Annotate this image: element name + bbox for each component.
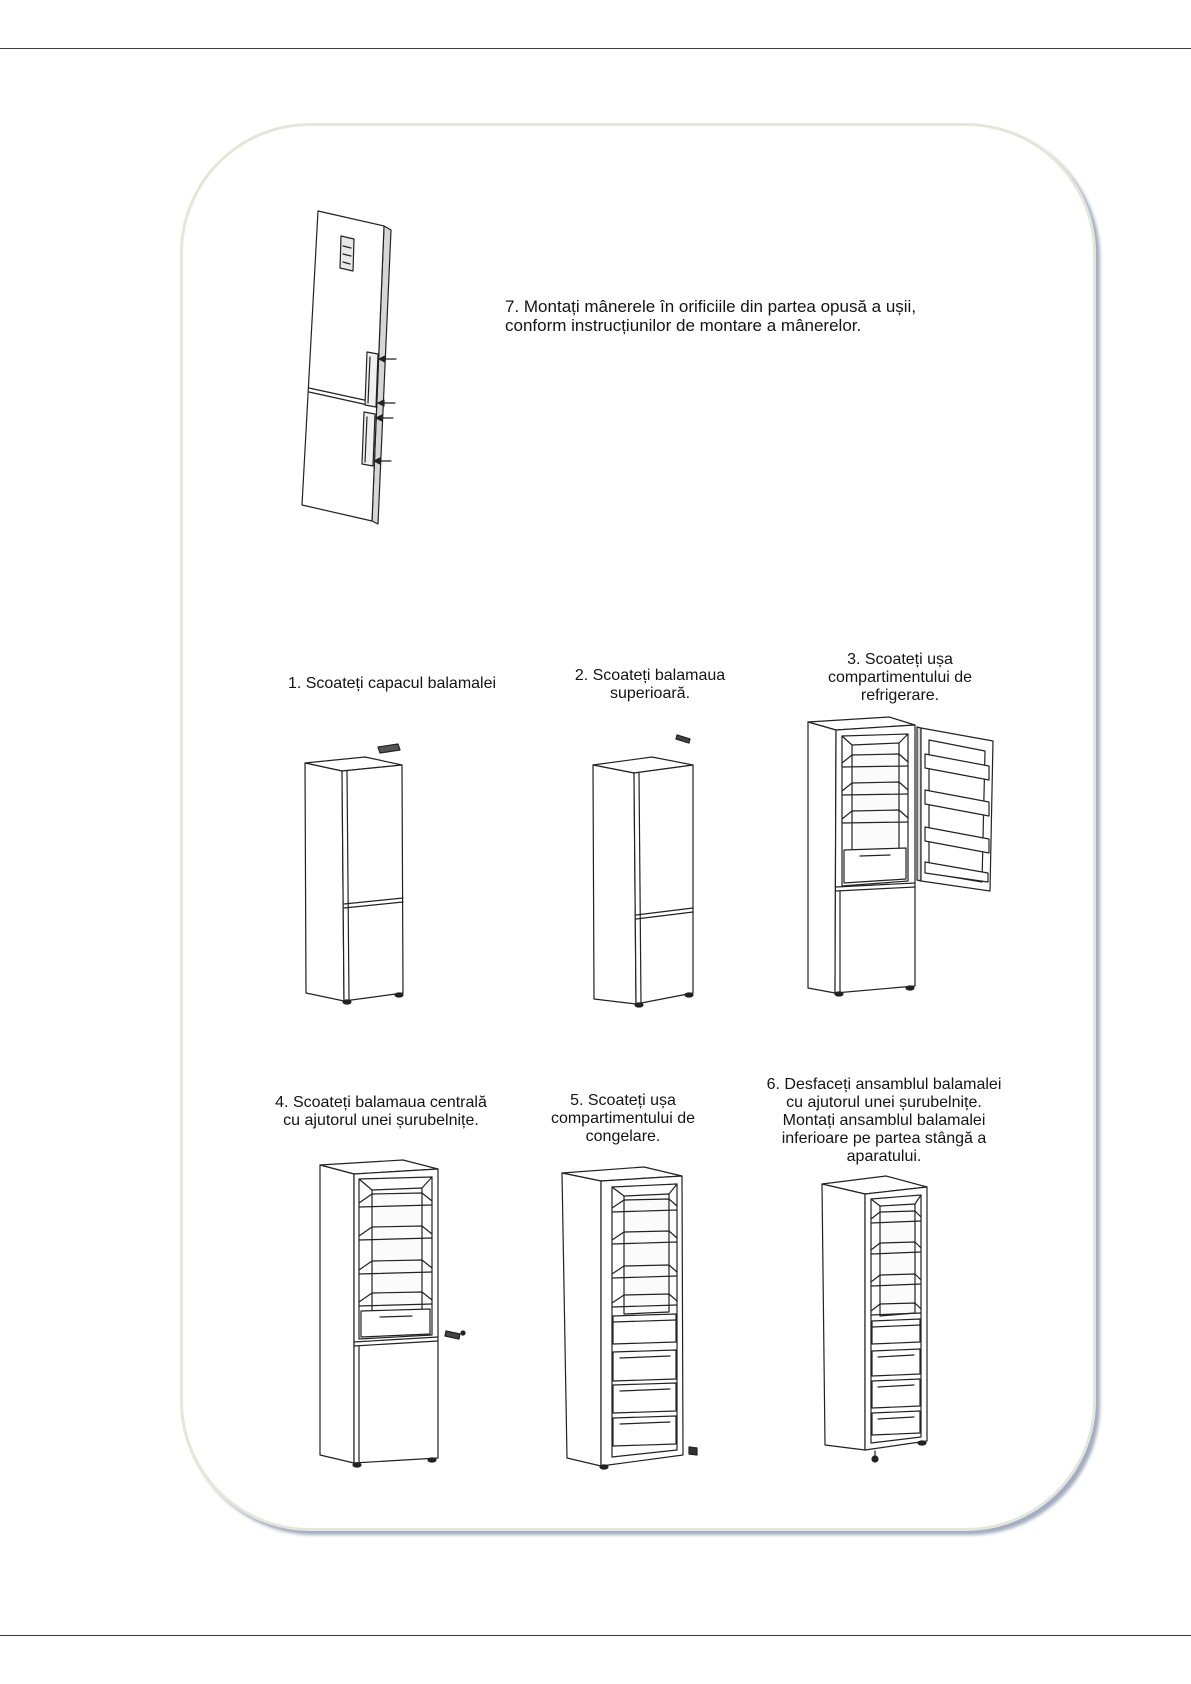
crisper-drawer bbox=[613, 1314, 676, 1344]
step-4-caption bbox=[241, 1094, 521, 1130]
fridge-step-3-illustration bbox=[808, 717, 993, 996]
caption-line: conform instrucțiunilor de montare a mânerelor. bbox=[505, 316, 862, 335]
hinge-screw bbox=[872, 1456, 878, 1462]
step-6-caption bbox=[744, 1076, 1024, 1166]
caption-line: compartimentului de bbox=[827, 669, 973, 686]
foot bbox=[428, 1458, 436, 1462]
caption-line: 4. Scoateți balamaua centrală bbox=[275, 1094, 487, 1111]
caption-line: 1. Scoateți capacul balamalei bbox=[287, 675, 497, 692]
foot bbox=[343, 1000, 351, 1004]
foot bbox=[600, 1465, 608, 1469]
step-2-caption bbox=[530, 667, 770, 703]
caption-line: compartimentului de bbox=[550, 1110, 696, 1127]
fridge-side bbox=[808, 722, 836, 993]
caption-line: cu ajutorul unei șurubelnițe. bbox=[786, 1094, 982, 1111]
lower-handle bbox=[362, 412, 375, 466]
fridge-step-1-illustration bbox=[305, 744, 403, 1004]
caption-line: congelare. bbox=[585, 1128, 661, 1145]
freezer-drawer bbox=[872, 1411, 920, 1435]
crisper-drawer bbox=[361, 1309, 430, 1337]
crisper-drawer bbox=[844, 848, 906, 883]
fridge-front bbox=[634, 765, 693, 1004]
step-5-caption bbox=[523, 1092, 723, 1146]
centre-hinge bbox=[445, 1331, 465, 1339]
upper-handle bbox=[365, 352, 378, 407]
caption-line: Montați ansamblul balamalei bbox=[782, 1112, 986, 1129]
foot bbox=[906, 986, 914, 990]
freezer-drawer bbox=[613, 1416, 676, 1446]
caption-line: 7. Montați mânerele în orificiile din partea opusă a ușii, bbox=[505, 297, 917, 316]
fridge-step-6-illustration bbox=[822, 1176, 927, 1462]
caption-line: inferioare pe partea stângă a bbox=[781, 1130, 987, 1147]
fridge-side bbox=[593, 765, 636, 1004]
hinge-cover bbox=[378, 744, 400, 753]
fridge-front bbox=[342, 765, 403, 1001]
caption-line: 5. Scoateți ușa bbox=[570, 1092, 676, 1109]
caption-line: 6. Desfaceți ansamblul balamalei bbox=[766, 1076, 1002, 1093]
fridge-side bbox=[822, 1184, 865, 1450]
fridge-step-4-illustration bbox=[320, 1160, 465, 1467]
step-3-caption bbox=[770, 651, 1030, 705]
freezer-drawer bbox=[872, 1379, 920, 1408]
foot bbox=[635, 1003, 643, 1007]
foot bbox=[353, 1463, 361, 1467]
door-with-handles-illustration bbox=[302, 211, 396, 524]
foot bbox=[835, 992, 843, 996]
display-panel bbox=[340, 236, 354, 271]
foot bbox=[395, 993, 403, 997]
fridge-side bbox=[320, 1165, 354, 1463]
fridge-step-5-illustration bbox=[562, 1167, 697, 1469]
caption-line: superioară. bbox=[609, 685, 691, 702]
fridge-step-2-illustration bbox=[593, 735, 693, 1007]
foot bbox=[918, 1441, 926, 1445]
top-hinge bbox=[676, 735, 690, 743]
freezer-drawer bbox=[872, 1349, 920, 1376]
interior-back bbox=[880, 1204, 915, 1316]
freezer-drawer bbox=[613, 1350, 676, 1381]
foot bbox=[685, 993, 693, 997]
caption-line: refrigerare. bbox=[860, 687, 940, 704]
bottom-hinge bbox=[689, 1447, 697, 1455]
crisper-drawer bbox=[872, 1319, 920, 1344]
caption-line: 2. Scoateți balamaua bbox=[574, 667, 726, 684]
fridge-side bbox=[562, 1173, 601, 1466]
fridge-side bbox=[305, 763, 344, 1001]
caption-line: aparatului. bbox=[846, 1148, 922, 1165]
step-7-caption bbox=[505, 297, 1005, 335]
freezer-drawer bbox=[613, 1383, 676, 1413]
removed-refrigerator-door bbox=[917, 727, 993, 891]
step-1-caption bbox=[242, 675, 542, 693]
caption-line: cu ajutorul unei șurubelnițe. bbox=[283, 1112, 479, 1129]
caption-line: 3. Scoateți ușa bbox=[847, 651, 953, 668]
